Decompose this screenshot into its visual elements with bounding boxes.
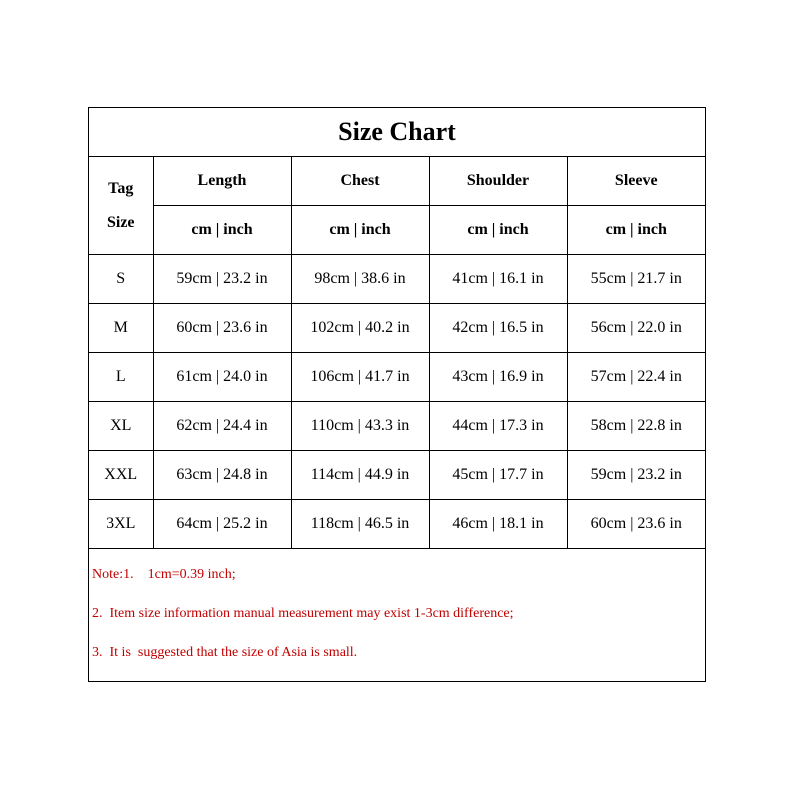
length-cell: 60cm | 23.6 in [153, 304, 291, 353]
tag-size-header [89, 157, 153, 255]
chest-cell: 110cm | 43.3 in [291, 402, 429, 451]
sleeve-cell: 59cm | 23.2 in [567, 451, 705, 500]
shoulder-cell: 45cm | 17.7 in [429, 451, 567, 500]
unit-header: cm | inch [291, 206, 429, 255]
note-line: 2. Item size information manual measurement may exist 1-3cm difference; [92, 606, 514, 621]
shoulder-cell: 42cm | 16.5 in [429, 304, 567, 353]
note-line: Note:1. 1cm=0.39 inch; [92, 567, 236, 582]
chest-cell: 106cm | 41.7 in [291, 353, 429, 402]
sleeve-cell: 60cm | 23.6 in [567, 500, 705, 549]
column-header-length: Length [153, 157, 291, 206]
unit-header: cm | inch [429, 206, 567, 255]
sleeve-cell: 57cm | 22.4 in [567, 353, 705, 402]
column-header-sleeve: Sleeve [567, 157, 705, 206]
shoulder-cell: 41cm | 16.1 in [429, 255, 567, 304]
size-cell: 3XL [89, 500, 153, 549]
header-row [89, 157, 705, 206]
size-cell: M [89, 304, 153, 353]
size-cell: XXL [89, 451, 153, 500]
chest-cell: 98cm | 38.6 in [291, 255, 429, 304]
table-row [89, 402, 705, 451]
length-cell: 62cm | 24.4 in [153, 402, 291, 451]
length-cell: 64cm | 25.2 in [153, 500, 291, 549]
size-cell: L [89, 353, 153, 402]
column-header-chest: Chest [291, 157, 429, 206]
chest-cell: 118cm | 46.5 in [291, 500, 429, 549]
table-row [89, 500, 705, 549]
chest-cell: 102cm | 40.2 in [291, 304, 429, 353]
shoulder-cell: 46cm | 18.1 in [429, 500, 567, 549]
table-row [89, 304, 705, 353]
size-table [89, 157, 705, 549]
chest-cell: 114cm | 44.9 in [291, 451, 429, 500]
table-row [89, 255, 705, 304]
units-row [89, 206, 705, 255]
size-label: Size [106, 213, 135, 231]
tag-label: Tag [108, 179, 134, 197]
size-cell: XL [89, 402, 153, 451]
unit-header: cm | inch [567, 206, 705, 255]
size-cell: S [89, 255, 153, 304]
length-cell: 59cm | 23.2 in [153, 255, 291, 304]
chart-title: Size Chart [89, 108, 705, 157]
unit-header: cm | inch [153, 206, 291, 255]
note-line: 3. It is suggested that the size of Asia is small. [92, 645, 358, 660]
shoulder-cell: 44cm | 17.3 in [429, 402, 567, 451]
column-header-shoulder: Shoulder [429, 157, 567, 206]
shoulder-cell: 43cm | 16.9 in [429, 353, 567, 402]
length-cell: 61cm | 24.0 in [153, 353, 291, 402]
length-cell: 63cm | 24.8 in [153, 451, 291, 500]
table-row [89, 353, 705, 402]
sleeve-cell: 56cm | 22.0 in [567, 304, 705, 353]
sleeve-cell: 55cm | 21.7 in [567, 255, 705, 304]
size-chart [88, 107, 706, 682]
sleeve-cell: 58cm | 22.8 in [567, 402, 705, 451]
table-row [89, 451, 705, 500]
